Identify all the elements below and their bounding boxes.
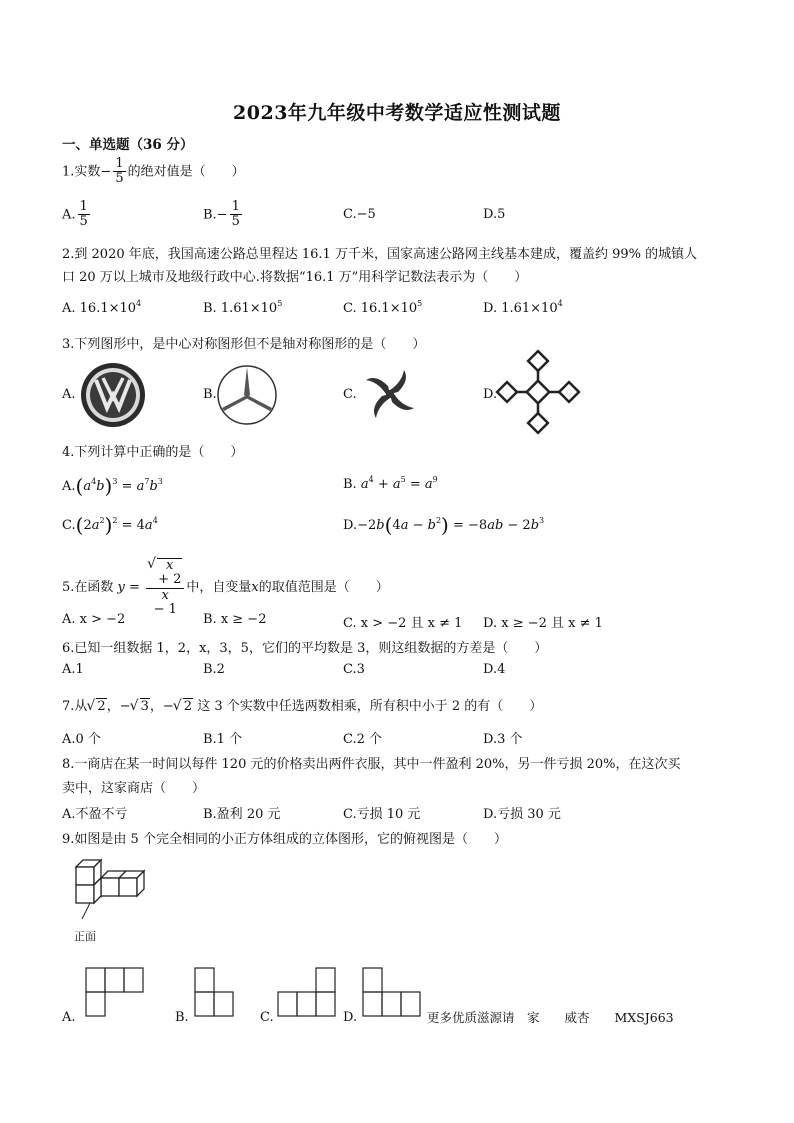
- question-7: 7.从√ 2，−√ 3，−√ 2 这 3 个实数中任选两数相乘，所有积中小于 2 的有（ ）: [62, 695, 542, 714]
- q7-option-b: B.1 个: [203, 732, 243, 747]
- q4-option-d: $D.-2b(4a - b^2) = -8ab - 2b^3$: [343, 513, 545, 537]
- q5-option-a: A. x > −2: [62, 612, 126, 627]
- question-8-line-2: 卖中，这家商店（ ）: [62, 781, 206, 796]
- q2-option-c: C. $16.1\times 10^5$: [343, 299, 423, 316]
- q1-option-d: D.5: [483, 207, 506, 222]
- question-2-line-1: 2.到 2020 年底，我国高速公路总里程达 16.1 万千米，国家高速公路网主线基本建成，覆盖约 99% 的城镇人: [62, 247, 698, 262]
- top-view-option-b-icon: [193, 966, 237, 1020]
- q8-option-b: B.盈利 20 元: [203, 807, 281, 822]
- q4-option-a: $A.(a^4b)^3 = a^7b^3$: [62, 474, 163, 498]
- q8-option-c: C.亏损 10 元: [343, 807, 421, 822]
- q6-option-c: C.3: [343, 662, 365, 677]
- q1-option-c: C.−5: [343, 207, 376, 222]
- question-9: 9.如图是由 5 个完全相同的小正方体组成的立体图形，它的俯视图是（ ）: [62, 832, 507, 847]
- question-8-line-1: 8.一商店在某一时间以每件 120 元的价格卖出两件衣服，其中一件盈利 20%，另一件亏损 20%，在这次买: [62, 757, 681, 772]
- footer-watermark: 更多优质滋源请 家 威杏 MXSJ663: [427, 1010, 674, 1025]
- volkswagen-logo-icon: [80, 362, 146, 428]
- q9-option-c: C.: [260, 1010, 274, 1025]
- q1-option-b: B.− $\frac{1}{5}$: [203, 199, 240, 230]
- question-6: 6.已知一组数据 1，2，x，3，5，它们的平均数是 3，则这组数据的方差是（ ）: [62, 641, 548, 656]
- diamond-cross-icon: [499, 352, 579, 432]
- q6-option-a: A.1: [62, 662, 84, 677]
- q4-option-b: B. $a^4 + a^5 = a^9$: [343, 475, 438, 492]
- q3-option-c: C.: [343, 387, 357, 402]
- question-2-line-2: 口 20 万以上城市及地级行政中心.将数据“16.1 万”用科学记数法表示为（ ）: [62, 270, 528, 285]
- q9-option-b: B.: [175, 1010, 189, 1025]
- q7-option-d: D.3 个: [483, 732, 523, 747]
- q3-option-d: D.: [483, 387, 498, 402]
- q2-option-a: A. $16.1\times 10^4$: [62, 299, 142, 316]
- q7-option-a: A.0 个: [62, 732, 101, 747]
- q9-option-d: D.: [343, 1010, 358, 1025]
- q7-option-c: C.2 个: [343, 732, 383, 747]
- q3-option-a: A.: [62, 387, 76, 402]
- section-heading: 一、单选题（36 分）: [62, 137, 194, 153]
- pinwheel-icon: [360, 364, 420, 424]
- q5-option-c: C. x > −2 且 x ≠ 1: [343, 616, 463, 631]
- q8-option-d: D.亏损 30 元: [483, 807, 561, 822]
- question-1: 1.实数− $\frac{1}{5}$ 的绝对值是（ ）: [62, 156, 245, 187]
- q4-option-c: $C.(2a^2)^2 = 4a^4$: [62, 513, 158, 537]
- top-view-option-d-icon: [361, 966, 425, 1020]
- q8-option-a: A.不盈不亏: [62, 807, 128, 822]
- q2-option-d: D. $1.61\times 10^4$: [483, 299, 563, 316]
- q5-option-d: D. x ≥ −2 且 x ≠ 1: [483, 616, 603, 631]
- q5-option-b: B. x ≥ −2: [203, 612, 267, 627]
- q6-option-d: D.4: [483, 662, 506, 677]
- q3-option-b: B.: [203, 387, 217, 402]
- question-4: 4.下列计算中正确的是（ ）: [62, 445, 244, 460]
- q1-option-a: A. $\frac{1}{5}$: [62, 199, 88, 230]
- question-3: 3.下列图形中，是中心对称图形但不是轴对称图形的是（ ）: [62, 337, 426, 352]
- question-5: 5.在函数 y = √ x + 2 x − 1 中，自变量x的取值范围是（ ）: [62, 558, 389, 617]
- cube-solid-figure-icon: [68, 855, 150, 935]
- q2-option-b: B. $1.61\times 10^5$: [203, 299, 283, 316]
- q6-option-b: B.2: [203, 662, 225, 677]
- q9-option-a: A.: [62, 1010, 76, 1025]
- mercedes-logo-icon: [216, 364, 278, 426]
- top-view-option-c-icon: [274, 966, 338, 1020]
- page-title: 2023年九年级中考数学适应性测试题: [233, 102, 561, 124]
- front-view-label: 正面: [74, 930, 96, 943]
- top-view-option-a-icon: [84, 966, 144, 1020]
